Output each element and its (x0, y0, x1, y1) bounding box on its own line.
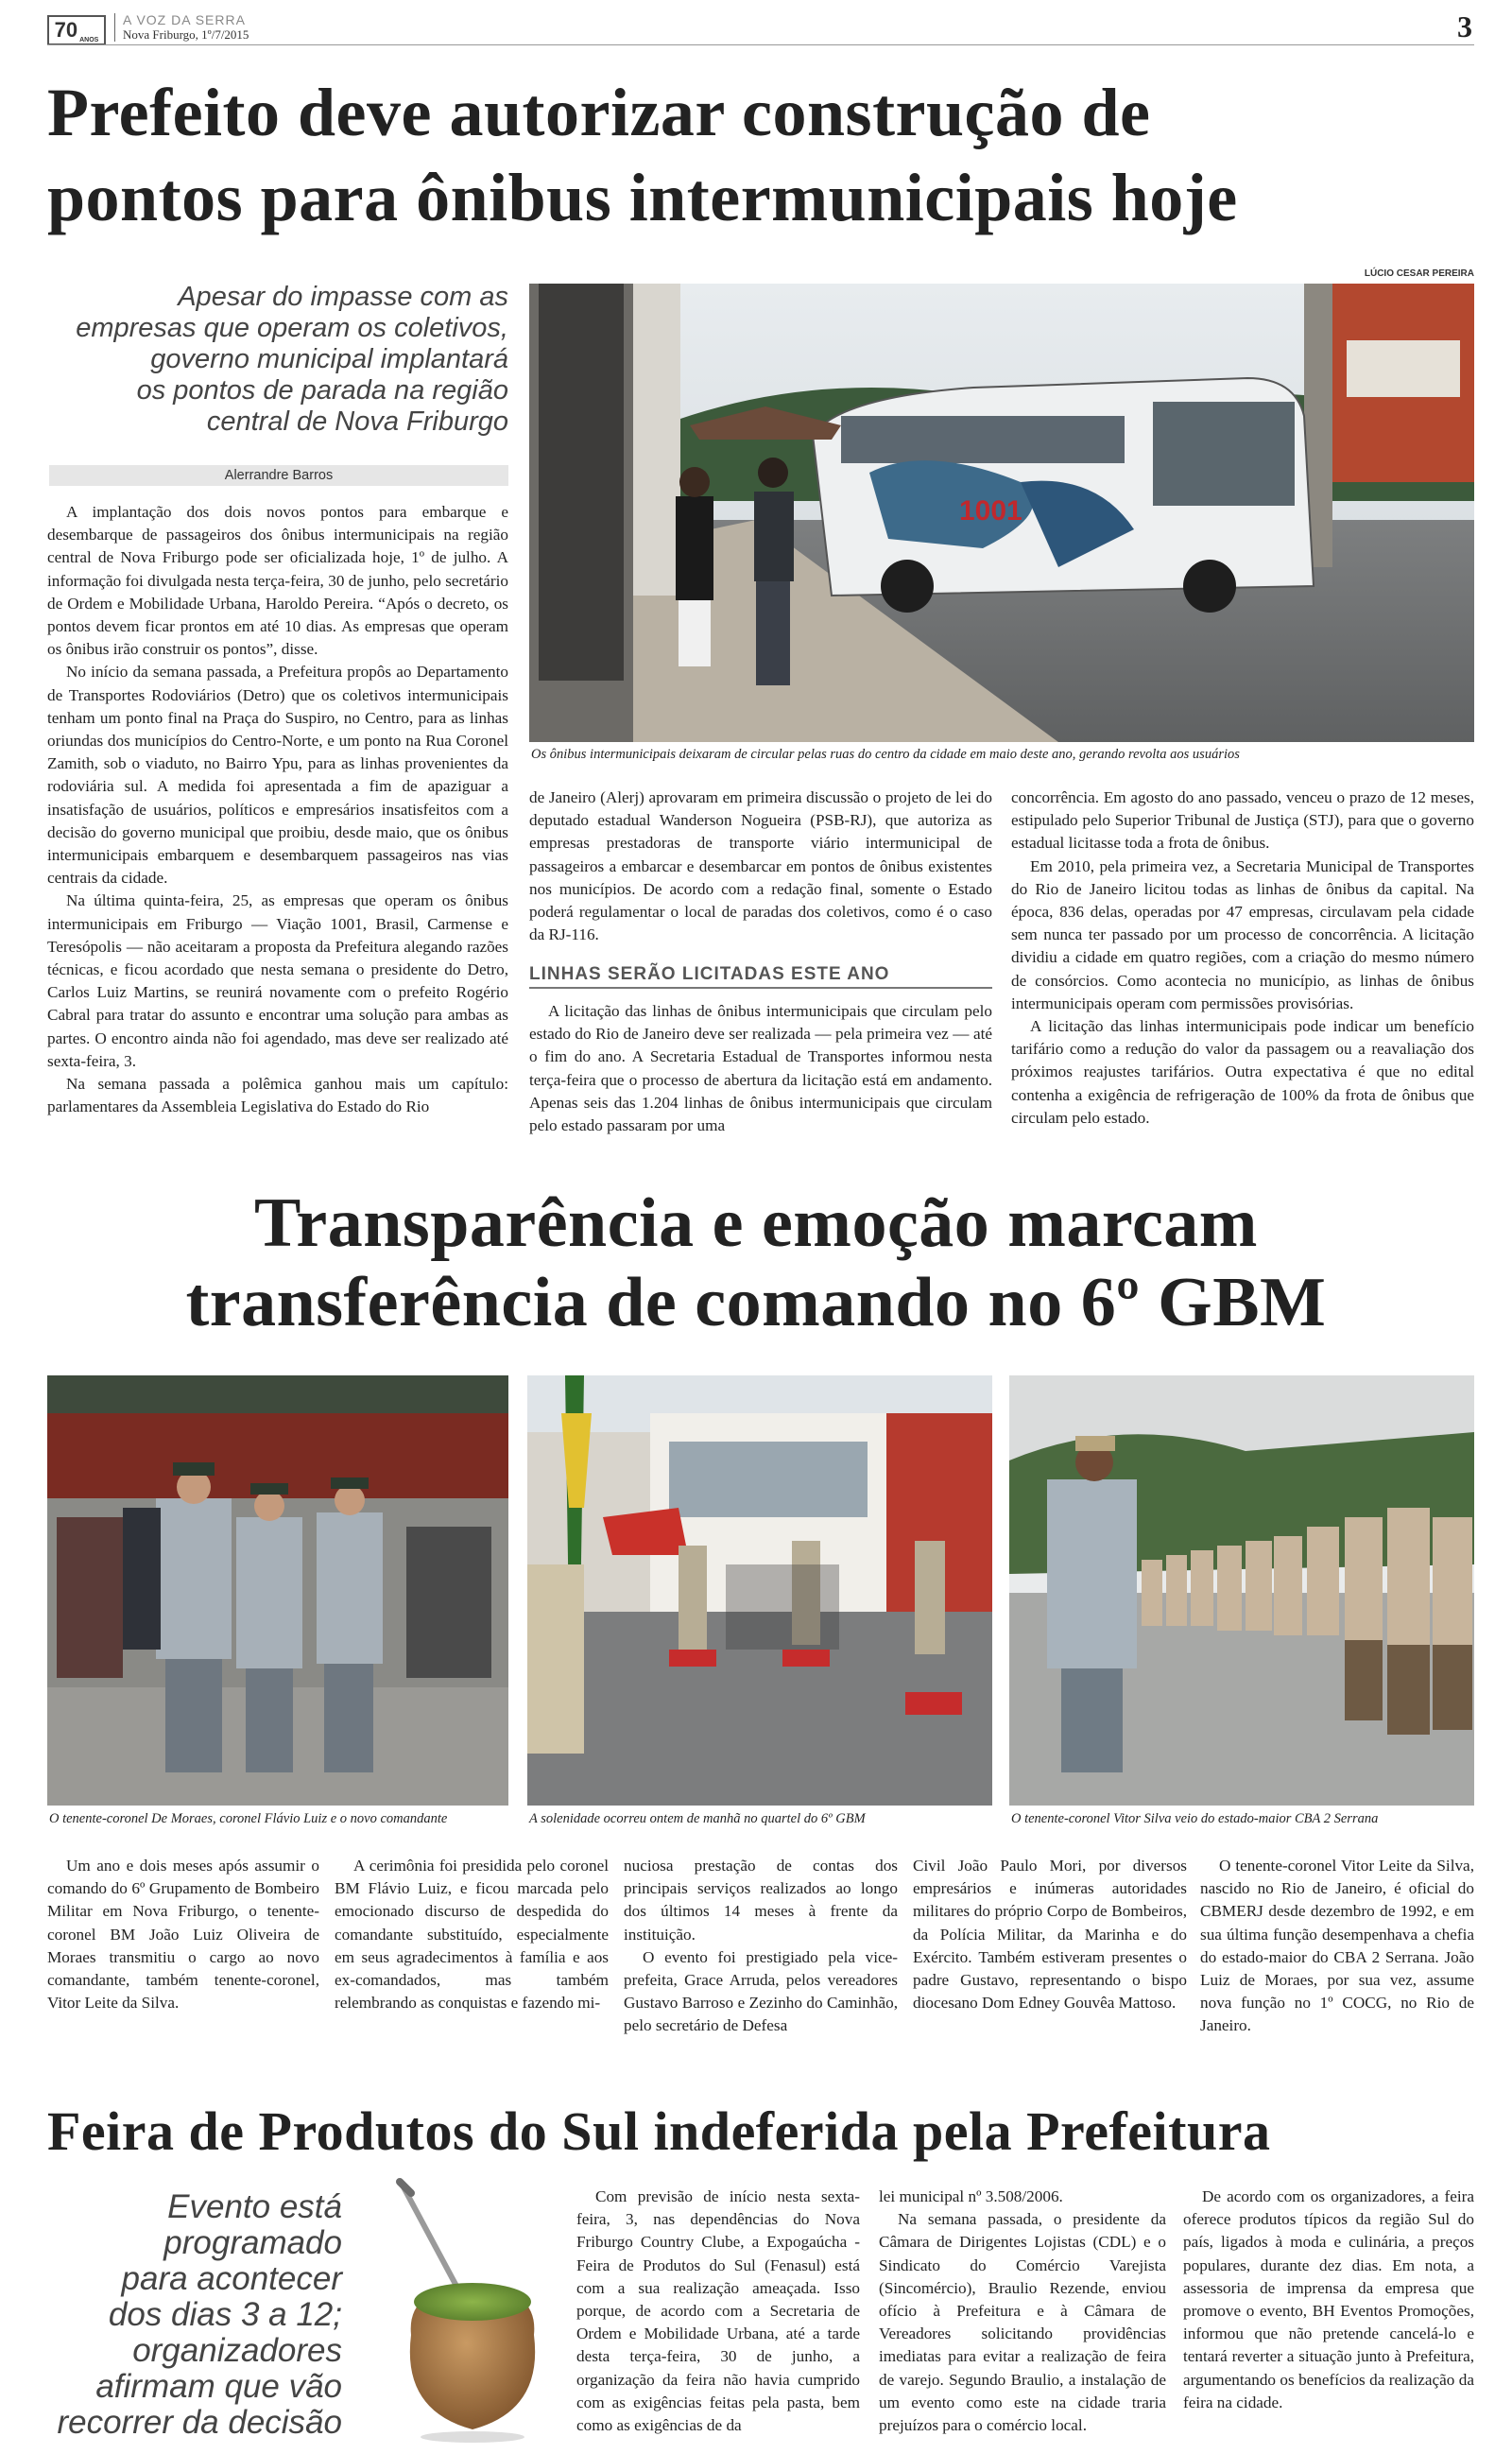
paragraph: A licitação das linhas de ônibus intermunicipais que circulam pelo estado do Rio de Janeiro deve ser realizada — pela primeira vez — até o fim do ano. A Secretaria Estadual de Transportes informou nesta terça-feira que o processo de abertura da licitação está em andamento. Apenas seis das 1.204 linhas de ônibus intermunicipais que circulam pelo estado passaram por uma (529, 1002, 992, 1135)
article2-column-5 (1200, 1855, 1474, 2038)
section-head: LINHAS SERÃO LICITADAS ESTE ANO (529, 964, 992, 989)
deck-line: afirmam que vão (95, 2368, 342, 2405)
officers-photo-image (47, 1375, 508, 1806)
deck-line: empresas que operam os coletivos, (76, 313, 508, 343)
date-line: Nova Friburgo, 1º/7/2015 (123, 27, 249, 42)
logo-sub: ANOS (79, 37, 99, 43)
paragraph: concorrência. Em agosto do ano passado, venceu o prazo de 12 meses, estipulado pelo Superior Tribunal de Justiça (STJ), para que o governo estadual licitasse toda a frota de ônibus. (1011, 788, 1474, 853)
ceremony-photo-quarters (527, 1375, 992, 1806)
newspaper-logo (47, 15, 106, 45)
masthead-divider (114, 13, 115, 42)
paragraph: Com previsão de início nesta sexta-feira, 3, nas dependências do Nova Friburgo Country Clube, a Expogaúcha - Feira de Produtos do Sul (Fenasul) está com a sua realização ameaçada. Isso porque, de acordo com a Secretaria de Ordem e Mobilidade Urbana, até a tarde desta terça-feira, 30 de junho, a organização da feira não havia cumprido com as exigências feitas pela pasta, bem como as exigências de da (576, 2187, 860, 2435)
paragraph: Na semana passada a polêmica ganhou mais um capítulo: parlamentares da Assembleia Legislativa do Estado do Rio (47, 1075, 508, 1116)
quarters-photo-image (527, 1375, 992, 1806)
article1-column-2b (529, 1000, 992, 1137)
article2-headline-line1: Transparência e emoção marcam (254, 1184, 1258, 1262)
deck-line: para acontecer (121, 2260, 342, 2297)
officers-caption: O tenente-coronel De Moraes, coronel Flávio Luiz e o novo comandante (49, 1811, 448, 1826)
deck-line: organizadores (132, 2332, 342, 2369)
paragraph: Em 2010, pela primeira vez, a Secretaria Municipal de Transportes do Rio de Janeiro licitou todas as linhas de ônibus da capital. Na época, 836 delas, operadas por 47 empresas, circulavam pela cidade sem nunca ter passado por um processo de concorrência. A licitação dividiu a cidade em quatro regiões, com a criação do mesmo número de consórcios. Como acontecia no município, as linhas de ônibus intermunicipais operam com permissões provisórias. (1011, 856, 1474, 1012)
article2-column-3 (624, 1855, 898, 2038)
paragraph: lei municipal nº 3.508/2006. (879, 2187, 1063, 2205)
article2-column-4 (913, 1855, 1187, 2014)
bus-photo-caption: Os ônibus intermunicipais deixaram de circular pelas ruas do centro da cidade em maio deste ano, gerando revolta aos usuários (531, 747, 1240, 762)
photo-credit: LÚCIO CESAR PEREIRA (1364, 268, 1474, 279)
article1-column-3 (1011, 786, 1474, 1130)
deck-line: dos dias 3 a 12; (108, 2296, 342, 2333)
article1-column-2 (529, 786, 992, 946)
paper-name: A VOZ DA SERRA (123, 12, 246, 27)
article3-deck (38, 2189, 342, 2441)
deck-line: central de Nova Friburgo (206, 406, 508, 437)
article2-column-2 (335, 1855, 609, 2014)
article1-headline-line1: Prefeito deve autorizar construção de (47, 75, 1151, 150)
article1-headline-line2: pontos para ônibus intermunicipais hoje (47, 160, 1238, 235)
masthead-rule (47, 44, 1474, 45)
article3-column-2 (879, 2186, 1166, 2437)
paragraph: De acordo com os organizadores, a feira oferece produtos típicos da região Sul do país, ligados à moda e culinária, a preços populares, durante dez dias. Em nota, a assessoria de imprensa da empresa que promove o evento, BH Eventos Promoções, informou que não pretende cancelá-lo e tentará reverter a situação junto à Prefeitura, argumentando os benefícios da realização da feira na cidade. (1183, 2187, 1474, 2411)
page-number: 3 (1457, 9, 1472, 43)
paragraph: O evento foi prestigiado pela vice-prefeita, Grace Arruda, pelos vereadores Gustavo Barroso e Zezinho do Caminhão, pelo secretário de Defesa (624, 1947, 898, 2035)
paragraph: de Janeiro (Alerj) aprovaram em primeira discussão o projeto de lei do deputado estadual Wanderson Nogueira (PSB-RJ), que autoriza as empresas prestadoras de transporte viário intermunicipal de passageiros a embarcar e desembarcar em pontos de ônibus existentes nos municípios. De acordo com a redação final, somente o Estado poderá regulamentar o local de paradas dos coletivos, como é o caso da RJ-116. (529, 788, 992, 944)
paragraph: A licitação das linhas intermunicipais pode indicar um benefício tarifário como a redução do valor da passagem ou a reavaliação dos próximos reajustes tarifários. Outra expectativa é que no edital contenha a exigência de refrigeração de 100% da frota de ônibus que circulam pelo estado. (1011, 1017, 1474, 1127)
bus-photo-image (529, 284, 1474, 742)
paragraph: Na semana passada, o presidente da Câmara de Dirigentes Lojistas (CDL) e o Sindicato do Comércio Varejista (Sincomércio), Braulio Rezende, enviou ofício à Prefeitura e à Câmara de Vereadores solicitando providências imediatas para evitar a realização de feira de varejo. Segundo Braulio, a instalação de um evento como este na cidade traria prejuízos para o comércio local. (879, 2210, 1166, 2435)
article2-column-1 (47, 1855, 319, 2014)
deck-line: Evento está (167, 2188, 342, 2225)
paragraph: Um ano e dois meses após assumir o comando do 6º Grupamento de Bombeiro Militar em Nova Friburgo, o tenente-coronel BM João Luiz Oliveira de Moraes transmitiu o cargo ao novo comandante, também tenente-coronel, Vitor Leite da Silva. (47, 1857, 319, 2013)
paragraph: Civil João Paulo Mori, por diversos empresários e inúmeras autoridades militares do próprio Corpo de Bombeiros, da Polícia Militar, da Marinha e do Exército. Também estiveram presentes o padre Gustavo, representando o bispo diocesano Dom Edney Gouvêa Mattoso. (913, 1857, 1187, 2013)
article3-column-1 (576, 2186, 860, 2437)
deck-line: programado (163, 2224, 342, 2261)
troops-photo-image (1009, 1375, 1474, 1806)
quarters-caption: A solenidade ocorreu ontem de manhã no quartel do 6º GBM (529, 1811, 866, 1826)
paragraph: A implantação dos dois novos pontos para embarque e desembarque de passageiros dos ônibus intermunicipais na região central de Nova Friburgo pode ser oficializada hoje, 1º de julho. A informação foi divulgada nesta terça-feira, 30 de junho, pelo secretário de Ordem e Mobilidade Urbana, Haroldo Pereira. “Após o decreto, os pontos devem ficar prontos em até 10 dias. As empresas que operam os ônibus irão construir os pontos”, disse. (47, 503, 508, 659)
article3-column-3 (1183, 2186, 1474, 2414)
paragraph: O tenente-coronel Vitor Leite da Silva, nascido no Rio de Janeiro, é oficial do CBMERJ desde dezembro de 1992, e em sua última função desempenhava a chefia do estado-maior do CBA 2 Serrana. João Luiz de Moraes, por sua vez, assume nova função no 1º COCG, no Rio de Janeiro. (1200, 1857, 1474, 2035)
ceremony-photo-officers (47, 1375, 508, 1806)
ceremony-photo-troops (1009, 1375, 1474, 1806)
byline: Alerrandre Barros (49, 465, 508, 486)
article1-column-1 (47, 501, 508, 1118)
deck-line: governo municipal implantará (150, 344, 508, 374)
troops-caption: O tenente-coronel Vitor Silva veio do estado-maior CBA 2 Serrana (1011, 1811, 1379, 1826)
article2-headline-line2: transferência de comando no 6º GBM (185, 1264, 1327, 1341)
paragraph: A cerimônia foi presidida pelo coronel BM Flávio Luiz, e ficou marcada pelo emocionado discurso de despedida do comandante substituído, especialmente em seus agradecimentos à família e aos ex-comandados, mas também relembrando as conquistas e fazendo mi- (335, 1857, 609, 2013)
chimarrao-gourd-image (383, 2174, 562, 2448)
paragraph: nuciosa prestação de contas dos principais serviços realizados ao longo dos últimos 14 meses à frente da instituição. (624, 1857, 898, 1944)
deck-line: recorrer da decisão (57, 2404, 342, 2441)
deck-line: os pontos de parada na região (136, 375, 508, 406)
logo-number: 70 (54, 18, 78, 42)
deck-line: Apesar do impasse com as (178, 282, 508, 312)
paragraph: Na última quinta-feira, 25, as empresas que operam os ônibus intermunicipais em Friburgo — Viação 1001, Brasil, Carmense e Teresópolis — não aceitaram a proposta da Prefeitura alegando razões técnicas, e ficou acordado que nesta semana o presidente do Detro, Carlos Luiz Martins, se reunirá novamente com o prefeito Rogério Cabral para tratar do assunto e encontrar uma solução para ambas as partes. O encontro ainda não foi agendado, mas deve ser realizado até sexta-feira, 3. (47, 891, 508, 1070)
bus-photo (529, 284, 1474, 742)
article3-headline: Feira de Produtos do Sul indeferida pela Prefeitura (47, 2100, 1271, 2162)
gourd-icon (383, 2174, 562, 2448)
paragraph: No início da semana passada, a Prefeitura propôs ao Departamento de Transportes Rodoviários (Detro) que os coletivos intermunicipais tenham um ponto final na Praça do Suspiro, no Centro, para as linhas oriundas dos municípios do Centro-Norte, e um ponto na Rua Coronel Zamith, sob o viaduto, no Bairro Ypu, para as linhas provenientes da rodoviária sul. A medida foi apresentada a fim de apaziguar a insatisfação de usuários, políticos e empresários insatisfeitos com a decisão do governo municipal que proibiu, desde maio, que os ônibus intermunicipais embarquem e desembarquem passageiros nas vias centrais da cidade. (47, 663, 508, 888)
bus-sign: 1001 (959, 495, 1022, 527)
article1-deck (38, 282, 508, 438)
